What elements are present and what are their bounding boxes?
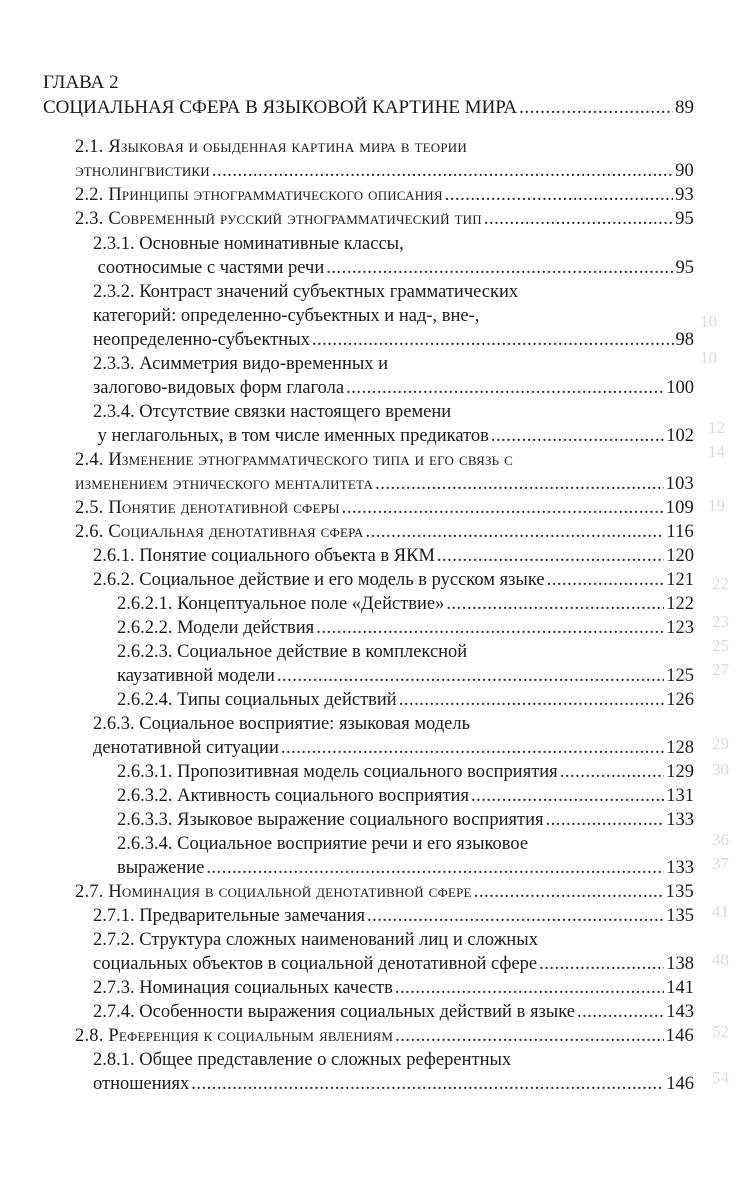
bleed-through-mark: 52 [712, 1022, 729, 1041]
toc-page-number: 90 [675, 161, 694, 181]
toc-entry [75, 183, 694, 207]
dot-leader [367, 904, 664, 928]
bleed-through-mark: 36 [712, 830, 729, 849]
chapter-label: ГЛАВА 2 [43, 72, 119, 93]
toc-entry [75, 520, 694, 544]
dot-leader [399, 688, 665, 712]
toc-entry-text: 2.6.3.1. Пропозитивная модель социального восприятия [117, 762, 558, 782]
toc-entry-line: 2.3.1. Основные номинативные классы, [93, 234, 404, 254]
dot-leader [484, 207, 673, 231]
dot-leader [277, 664, 664, 688]
toc-page-number: 121 [666, 570, 694, 590]
bleed-through-mark: 41 [712, 902, 729, 921]
toc-entry-text: 2.7.4. Особенности выражения социальных действий в языке [93, 1002, 575, 1022]
toc-page-number: 146 [666, 1074, 694, 1094]
toc-page-number: 141 [666, 978, 694, 998]
toc-page-number: 103 [665, 474, 694, 494]
dot-leader [342, 496, 664, 520]
toc-page-number: 143 [666, 1002, 694, 1022]
toc-entry-text: 2.7.1. Предварительные замечания [93, 906, 366, 926]
toc-entry-text: 2.6. Социальная денотативная сфера [75, 522, 364, 542]
toc-entry [75, 496, 694, 520]
toc-entry-text: 2.6.3.2. Активность социального восприятия [117, 786, 469, 806]
bleed-through-mark: 14 [708, 442, 725, 461]
toc-entry-text: 2.6.3.3. Языковое выражение социального восприятия [117, 810, 544, 830]
dot-leader [577, 1000, 664, 1024]
toc-entry [75, 159, 694, 183]
toc-entry-text: 2.6.2.4. Типы социальных действий [117, 690, 397, 710]
toc-entry [117, 784, 694, 808]
toc-entry [75, 472, 694, 496]
toc-entry-text: СОЦИАЛЬНАЯ СФЕРА В ЯЗЫКОВОЙ КАРТИНЕ МИРА [43, 97, 518, 118]
bleed-through-mark: 27 [712, 660, 729, 679]
toc-entry [93, 544, 694, 568]
toc-entry [93, 1000, 694, 1024]
toc-page-number: 133 [666, 810, 694, 830]
toc-entry [117, 856, 694, 880]
toc-entry-line: 2.6.3. Социальное восприятие: языковая модель [93, 714, 471, 734]
toc-entry-text: отношениях [93, 1074, 190, 1094]
toc-entry [93, 424, 694, 448]
bleed-through-mark: 29 [712, 734, 729, 753]
dot-leader [365, 520, 664, 544]
toc-page-number: 135 [665, 882, 694, 902]
dot-leader [446, 592, 664, 616]
dot-leader [437, 544, 664, 568]
bleed-through-mark: 19 [708, 496, 725, 515]
bleed-through-mark: 12 [708, 418, 725, 437]
toc-entry-text: у неглагольных, в том числе именных предикатов [93, 426, 489, 446]
toc-entry [93, 328, 694, 352]
toc-entry [93, 976, 694, 1000]
toc-entry-text: выражение [117, 858, 205, 878]
dot-leader [547, 568, 665, 592]
dot-leader [206, 856, 664, 880]
dot-leader [316, 616, 664, 640]
dot-leader [281, 736, 664, 760]
toc-entry-text: социальных объектов в социальной денотативной сфере [93, 954, 538, 974]
bleed-through-mark: 25 [712, 636, 729, 655]
toc-page-number: 146 [665, 1026, 694, 1046]
toc-entry-text: неопределенно-субъектных [93, 330, 310, 350]
toc-entry-line: 2.7.2. Структура сложных наименований лиц и сложных [93, 930, 538, 950]
toc-entry-text: каузативной модели [117, 666, 275, 686]
toc-entry [43, 96, 694, 120]
toc-entry [117, 592, 694, 616]
bleed-through-mark: 10 [700, 348, 717, 367]
dot-leader [445, 183, 673, 207]
dot-leader [346, 376, 664, 400]
dot-leader [312, 328, 674, 352]
toc-entry [117, 664, 694, 688]
bleed-through-mark: 48 [712, 950, 729, 969]
toc-entry [117, 616, 694, 640]
toc-entry-line: 2.3.3. Асимметрия видо-временных и [93, 354, 389, 374]
toc-entry [93, 568, 694, 592]
toc-entry-text: 2.7. Номинация в социальной денотативной сфере [75, 882, 472, 902]
dot-leader [375, 472, 664, 496]
toc-entry-text: изменением этнического менталитета [75, 474, 374, 494]
toc-page-number: 133 [666, 858, 694, 878]
dot-leader [212, 159, 673, 183]
toc-entry-line: 2.1. Языковая и обыденная картина мира в теории [75, 137, 467, 157]
toc-entry [75, 1024, 694, 1048]
toc-entry-line: 2.6.2.3. Социальное действие в комплексной [117, 642, 468, 662]
toc-entry-text: 2.7.3. Номинация социальных качеств [93, 978, 393, 998]
dot-leader [539, 952, 664, 976]
bleed-through-mark: 22 [712, 574, 729, 593]
toc-entry [117, 808, 694, 832]
toc-entry-text: 2.6.2. Социальное действие и его модель в русском языке [93, 570, 545, 590]
toc-entry-line: 2.6.3.4. Социальное восприятие речи и его языковое [117, 834, 529, 854]
toc-page-number: 120 [666, 546, 694, 566]
toc-entry-text: 2.6.2.1. Концептуальное поле «Действие» [117, 594, 445, 614]
dot-leader [395, 976, 664, 1000]
dot-leader [191, 1072, 664, 1096]
toc-entry [75, 880, 694, 904]
toc-page-number: 131 [666, 786, 694, 806]
toc-entry-text: залогово-видовых форм глагола [93, 378, 345, 398]
toc-entry-text: соотносимые с частями речи [93, 258, 325, 278]
toc-page-number: 129 [666, 762, 694, 782]
toc-page-number: 93 [675, 185, 694, 205]
toc-entry-text: 2.6.1. Понятие социального объекта в ЯКМ [93, 546, 435, 566]
toc-entry-line: 2.4. Изменение этнограмматического типа и его связь с [75, 450, 514, 470]
bleed-through-mark: 23 [712, 612, 729, 631]
toc-page-number: 100 [666, 378, 694, 398]
toc-page-number: 98 [675, 330, 694, 350]
toc-entry-line: 2.3.4. Отсутствие связки настоящего времени [93, 402, 452, 422]
toc-entry-text: этнолингвистики [75, 161, 210, 181]
toc-entry [93, 1072, 694, 1096]
toc-entry-line: категорий: определенно-субъектных и над-, вне-, [93, 306, 480, 326]
toc-entry-text: денотативной ситуации [93, 738, 279, 758]
toc-entry-line: 2.8.1. Общее представление о сложных референтных [93, 1050, 512, 1070]
dot-leader [491, 424, 664, 448]
bleed-through-mark: 10 [700, 312, 717, 331]
toc-page-number: 116 [666, 522, 694, 542]
toc-entry [75, 207, 694, 231]
toc-page-number: 128 [666, 738, 694, 758]
toc-entry-text: 2.6.2.2. Модели действия [117, 618, 315, 638]
dot-leader [474, 880, 664, 904]
toc-page-number: 109 [665, 498, 694, 518]
toc-entry-line: 2.3.2. Контраст значений субъектных грамматических [93, 282, 519, 302]
dot-leader [545, 808, 664, 832]
toc-entry [93, 904, 694, 928]
bleed-through-mark: 30 [712, 760, 729, 779]
dot-leader [395, 1024, 663, 1048]
dot-leader [560, 760, 665, 784]
toc-page-number: 95 [675, 258, 694, 278]
bleed-through-mark: 54 [712, 1068, 729, 1087]
toc-entry-text: 2.2. Принципы этнограмматического описания [75, 185, 443, 205]
toc-page-number: 135 [666, 906, 694, 926]
toc-page-number: 125 [666, 666, 694, 686]
toc-page-number: 123 [666, 618, 694, 638]
toc-entry-text: 2.8. Референция к социальным явлениям [75, 1026, 394, 1046]
toc-entry [93, 736, 694, 760]
toc-page-number: 95 [675, 209, 694, 229]
toc-entry [93, 256, 694, 280]
toc-entry [117, 688, 694, 712]
toc-entry-text: 2.5. Понятие денотативной сферы [75, 498, 340, 518]
toc-entry [93, 952, 694, 976]
toc-entry-text: 2.3. Современный русский этнограмматический тип [75, 209, 482, 229]
dot-leader [519, 96, 673, 120]
toc-entry [117, 760, 694, 784]
toc-page-number: 126 [666, 690, 694, 710]
toc-entry [93, 376, 694, 400]
toc-page-number: 102 [666, 426, 694, 446]
bleed-through-mark: 37 [712, 854, 729, 873]
toc-page-number: 122 [666, 594, 694, 614]
toc-page-number: 89 [675, 97, 694, 118]
dot-leader [471, 784, 664, 808]
dot-leader [326, 256, 673, 280]
toc-page-number: 138 [666, 954, 694, 974]
